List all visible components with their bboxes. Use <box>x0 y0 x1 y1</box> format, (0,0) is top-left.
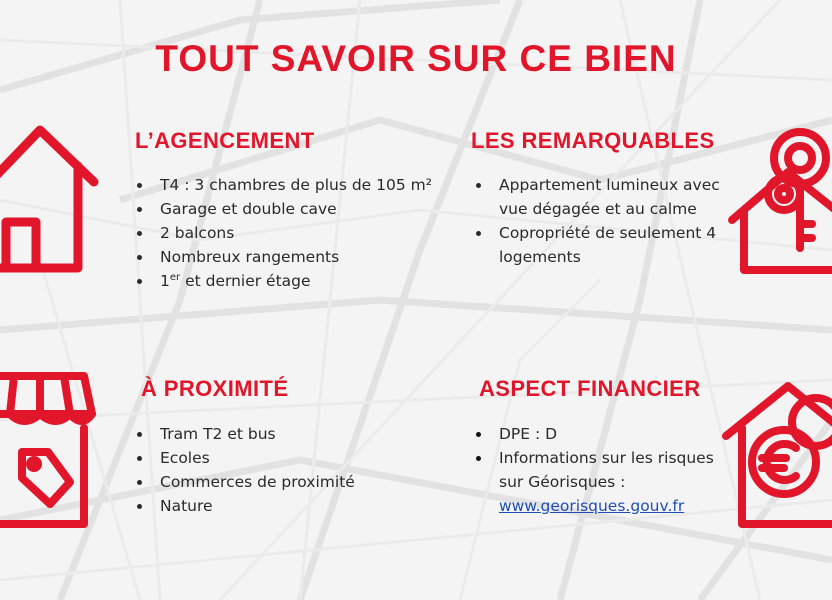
proximite-list <box>134 422 434 518</box>
list-item: Garage et double cave <box>134 197 454 221</box>
list-item: T4 : 3 chambres de plus de 105 m² <box>134 173 454 197</box>
list-item-floor <box>134 269 454 293</box>
list-item: Nature <box>134 494 434 518</box>
list-item: 2 balcons <box>134 221 454 245</box>
floor-number: 1 <box>160 272 170 290</box>
list-item: Commerces de proximité <box>134 470 434 494</box>
list-item-dpe: DPE : D <box>473 422 729 446</box>
list-item: Tram T2 et bus <box>134 422 434 446</box>
floor-text: et dernier étage <box>180 272 311 290</box>
financier-heading: ASPECT FINANCIER <box>479 376 701 401</box>
georisques-link[interactable]: www.georisques.gouv.fr <box>499 497 685 515</box>
risques-text: Informations sur les risques sur Géorisques : <box>499 449 714 491</box>
house-key-icon <box>728 124 832 276</box>
page-title: TOUT SAVOIR SUR CE BIEN <box>155 38 677 79</box>
list-item: Copropriété de seulement 4 logements <box>473 221 735 269</box>
floor-ordinal: er <box>169 271 181 283</box>
list-item: Nombreux rangements <box>134 245 454 269</box>
house-euro-icon <box>722 370 832 530</box>
house-icon <box>0 122 104 274</box>
remarquables-heading: LES REMARQUABLES <box>471 128 715 153</box>
financier-list <box>473 422 729 518</box>
list-item: Appartement lumineux avec vue dégagée et au calme <box>473 173 735 221</box>
remarquables-list <box>473 173 735 269</box>
agencement-list <box>134 173 454 293</box>
list-item: Ecoles <box>134 446 434 470</box>
shop-tag-icon <box>0 370 104 530</box>
proximite-heading: À PROXIMITÉ <box>141 376 289 401</box>
list-item-risques <box>473 446 729 518</box>
agencement-heading: L’AGENCEMENT <box>135 128 315 153</box>
